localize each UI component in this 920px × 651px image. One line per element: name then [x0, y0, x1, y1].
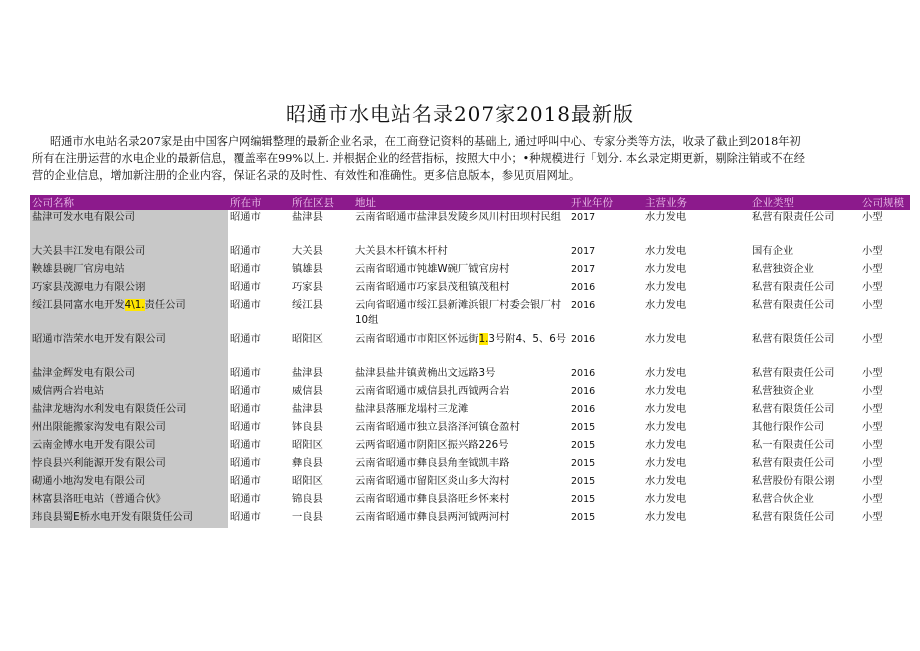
table-row	[30, 366, 910, 384]
cell-company-name: 昭通市浩荣水电开发有限公司	[30, 332, 228, 366]
cell-city: 昭通市	[230, 299, 261, 311]
table-row	[30, 332, 910, 366]
cell-scale: 小型	[862, 457, 883, 469]
cell-year: 2017	[571, 246, 596, 257]
cell-scale: 小型	[862, 333, 883, 345]
cell-year: 2015	[571, 494, 596, 505]
cell-business: 水力发电	[645, 299, 687, 311]
cell-type: 私营有限责任公司	[752, 211, 835, 223]
cell-scale: 小型	[862, 493, 883, 505]
header-city: 所在市	[228, 195, 290, 210]
cell-city: 昭通市	[230, 511, 261, 523]
cell-district: 彝良县	[292, 457, 323, 469]
cell-scale: 小型	[862, 263, 883, 275]
cell-business: 水力发电	[645, 493, 687, 505]
cell-year: 2016	[571, 282, 596, 293]
cell-address: 云向省昭通市绥江县新滩浜银厂村委会银厂村10组	[355, 299, 561, 326]
cell-district: 威信县	[292, 385, 323, 397]
cell-company-name: 盐津金辉发电有限公司	[30, 366, 228, 384]
cell-city: 昭通市	[230, 263, 261, 275]
cell-district: 绥江县	[292, 299, 323, 311]
cell-business: 水力发电	[645, 403, 687, 415]
cell-city: 昭通市	[230, 245, 261, 257]
cell-city: 昭通市	[230, 439, 261, 451]
cell-city: 昭通市	[230, 333, 261, 345]
cell-company-name: 巧家县茂源电力有限公诩	[30, 280, 228, 298]
cell-scale: 小型	[862, 299, 883, 311]
cell-city: 昭通市	[230, 403, 261, 415]
cell-business: 水力发电	[645, 211, 687, 223]
cell-business: 水力发电	[645, 263, 687, 275]
cell-type: 国有企业	[752, 245, 794, 257]
cell-district: 镇雄县	[292, 263, 323, 275]
cell-type: 私一有限责任公司	[752, 439, 835, 451]
cell-company-name: 州出限能搬家沟发电有限公司	[30, 420, 228, 438]
table-row	[30, 244, 910, 262]
highlighted-text: 1.	[478, 333, 489, 345]
cell-year: 2016	[571, 334, 596, 345]
cell-district: 昭阳区	[292, 475, 323, 487]
cell-scale: 小型	[862, 421, 883, 433]
table-row	[30, 280, 910, 298]
cell-type: 私营有限货任公司	[752, 511, 835, 523]
intro-line: 所有在注册运营的水电企业的最新信息，覆盖率在99%以上. 并根据企业的经营指标，按照大中小；•种规模进行「划分. 本幺录定期更新，剔除注销或不在经	[32, 152, 805, 165]
cell-scale: 小型	[862, 367, 883, 379]
cell-year: 2015	[571, 458, 596, 469]
cell-address: 云南省昭通市留阳区炎山多大沟村	[355, 475, 510, 487]
cell-business: 水力发电	[645, 245, 687, 257]
cell-scale: 小型	[862, 245, 883, 257]
intro-line: 营的企业信息，增加新注册的企业内容，保证名录的及时性、有效性和准确性。更多信息版本，参见页眉网址。	[32, 169, 581, 182]
header-business: 主营业务	[643, 195, 750, 210]
cell-address: 云南省昭通市彝良县两河钺两河村	[355, 511, 510, 523]
company-table	[30, 195, 910, 528]
cell-city: 昭通市	[230, 421, 261, 433]
cell-scale: 小型	[862, 439, 883, 451]
cell-type: 私营有限责任公司	[752, 281, 835, 293]
cell-scale: 小型	[862, 511, 883, 523]
cell-scale: 小型	[862, 281, 883, 293]
name-text: 绥江县同富水电开发	[32, 299, 125, 311]
cell-business: 水力发电	[645, 385, 687, 397]
cell-type: 私营股份有限公诩	[752, 475, 835, 487]
cell-district: 锦良县	[292, 493, 323, 505]
cell-company-name: 悖良县兴利能源开发有限公司	[30, 456, 228, 474]
cell-business: 水力发电	[645, 367, 687, 379]
cell-company-name: 林富县洛旺电站（普通合伙》	[30, 492, 228, 510]
cell-city: 昭通市	[230, 475, 261, 487]
cell-type: 私营合伙企业	[752, 493, 814, 505]
table-row	[30, 456, 910, 474]
cell-company-name	[30, 298, 228, 332]
cell-business: 水力发电	[645, 475, 687, 487]
cell-district: 钵良县	[292, 421, 323, 433]
cell-year: 2016	[571, 368, 596, 379]
table-row	[30, 492, 910, 510]
cell-company-name: 鞅雄县碗厂官房电站	[30, 262, 228, 280]
cell-type: 私营有限货任公司	[752, 333, 835, 345]
header-address: 地址	[353, 195, 569, 210]
cell-type: 私营有限责任公司	[752, 367, 835, 379]
cell-address: 盐津县盐井镇黄桷出文远路3号	[355, 367, 496, 379]
cell-address: 云南省昭通市独立县洛泽河镇仓盈村	[355, 421, 520, 433]
table-row	[30, 402, 910, 420]
cell-year: 2017	[571, 212, 596, 223]
cell-company-name: 玮良县蜀E桥水电开发有限货任公司	[30, 510, 228, 528]
cell-district: 巧家县	[292, 281, 323, 293]
cell-address: 云南省昭通市钝雄W碗厂钺官房村	[355, 263, 510, 275]
cell-address: 大关县木杆镇木杆村	[355, 245, 448, 257]
highlighted-text: 4\1.	[124, 299, 145, 311]
cell-address: 盐津县落雁龙塌村三龙滩	[355, 403, 469, 415]
table-row	[30, 438, 910, 456]
cell-scale: 小型	[862, 403, 883, 415]
table-header-row	[30, 195, 910, 210]
table-row	[30, 210, 910, 244]
cell-city: 昭通市	[230, 281, 261, 293]
header-district: 所在区县	[290, 195, 353, 210]
cell-address: 云南省昭通市彝良县洛旺乡怀来村	[355, 493, 510, 505]
header-type: 企业类型	[750, 195, 860, 210]
cell-year: 2015	[571, 440, 596, 451]
cell-city: 昭通市	[230, 367, 261, 379]
table-row	[30, 420, 910, 438]
cell-year: 2016	[571, 300, 596, 311]
cell-city: 昭通市	[230, 385, 261, 397]
cell-type: 私营独资企业	[752, 263, 814, 275]
address-text: 云南省昭通市市阳区怀远街	[355, 333, 479, 345]
cell-type: 其他行限作公司	[752, 421, 825, 433]
cell-company-name: 盐津龙塘沟水利发电有限货任公司	[30, 402, 228, 420]
cell-city: 昭通市	[230, 493, 261, 505]
cell-year: 2015	[571, 422, 596, 433]
cell-scale: 小型	[862, 211, 883, 223]
cell-year: 2015	[571, 476, 596, 487]
cell-address	[353, 332, 569, 366]
cell-address: 云南省昭通市盐津县发陵乡凤川村田坝村民组	[355, 211, 561, 223]
cell-address: 云南省昭通市彝良县角奎钺凯丰路	[355, 457, 510, 469]
cell-year: 2016	[571, 404, 596, 415]
cell-scale: 小型	[862, 475, 883, 487]
cell-year: 2015	[571, 512, 596, 523]
cell-district: 大关县	[292, 245, 323, 257]
cell-address: 云南省昭通市威信县扎西钺两合岩	[355, 385, 510, 397]
cell-type: 私营有限责任公司	[752, 457, 835, 469]
cell-business: 水力发电	[645, 439, 687, 451]
table-row	[30, 474, 910, 492]
header-year: 开业年份	[569, 195, 643, 210]
page-title: 昭通市水电站名录207家2018最新版	[285, 102, 635, 126]
cell-city: 昭通市	[230, 211, 261, 223]
table-row	[30, 384, 910, 402]
name-text: 责任公司	[144, 299, 186, 311]
cell-district: 盐津县	[292, 367, 323, 379]
cell-business: 水力发电	[645, 457, 687, 469]
cell-address: 云南省昭通市巧家县茂租镇茂租村	[355, 281, 510, 293]
header-company-name: 公司名称	[30, 195, 228, 210]
cell-business: 水力发电	[645, 333, 687, 345]
cell-company-name: 盐津可发水电有限公司	[30, 210, 228, 244]
intro-line: 昭通市水电站名录207家是由中国客户网编辑整理的最新企业名录，在工商登记资料的基础上, 通过呼叫中心、专家分类等方法，收录了截止到2018年初	[50, 135, 801, 148]
cell-company-name: 云南金博水电开发有限公司	[30, 438, 228, 456]
cell-company-name: 威信两合岩电站	[30, 384, 228, 402]
cell-business: 水力发电	[645, 511, 687, 523]
intro-paragraph	[32, 133, 920, 184]
address-text: 3号附4、5、6号	[488, 333, 567, 345]
cell-type: 私营独资企业	[752, 385, 814, 397]
table-row	[30, 510, 910, 528]
cell-business: 水力发电	[645, 421, 687, 433]
cell-city: 昭通市	[230, 457, 261, 469]
cell-business: 水力发电	[645, 281, 687, 293]
cell-company-name: 砌通小地沟发电有限公司	[30, 474, 228, 492]
table-row	[30, 298, 910, 332]
cell-address: 云两省昭通市阴阳区振兴路226号	[355, 439, 509, 451]
cell-district: 盐津县	[292, 403, 323, 415]
cell-scale: 小型	[862, 385, 883, 397]
cell-district: 一良县	[292, 511, 323, 523]
cell-year: 2017	[571, 264, 596, 275]
cell-type: 私营有限货任公司	[752, 403, 835, 415]
cell-type: 私营有限责任公司	[752, 299, 835, 311]
cell-district: 昭阳区	[292, 333, 323, 345]
cell-year: 2016	[571, 386, 596, 397]
header-scale: 公司规模	[860, 195, 910, 210]
cell-district: 盐津县	[292, 211, 323, 223]
table-row	[30, 262, 910, 280]
cell-district: 昭阳区	[292, 439, 323, 451]
cell-company-name: 大关县丰江发电有限公司	[30, 244, 228, 262]
